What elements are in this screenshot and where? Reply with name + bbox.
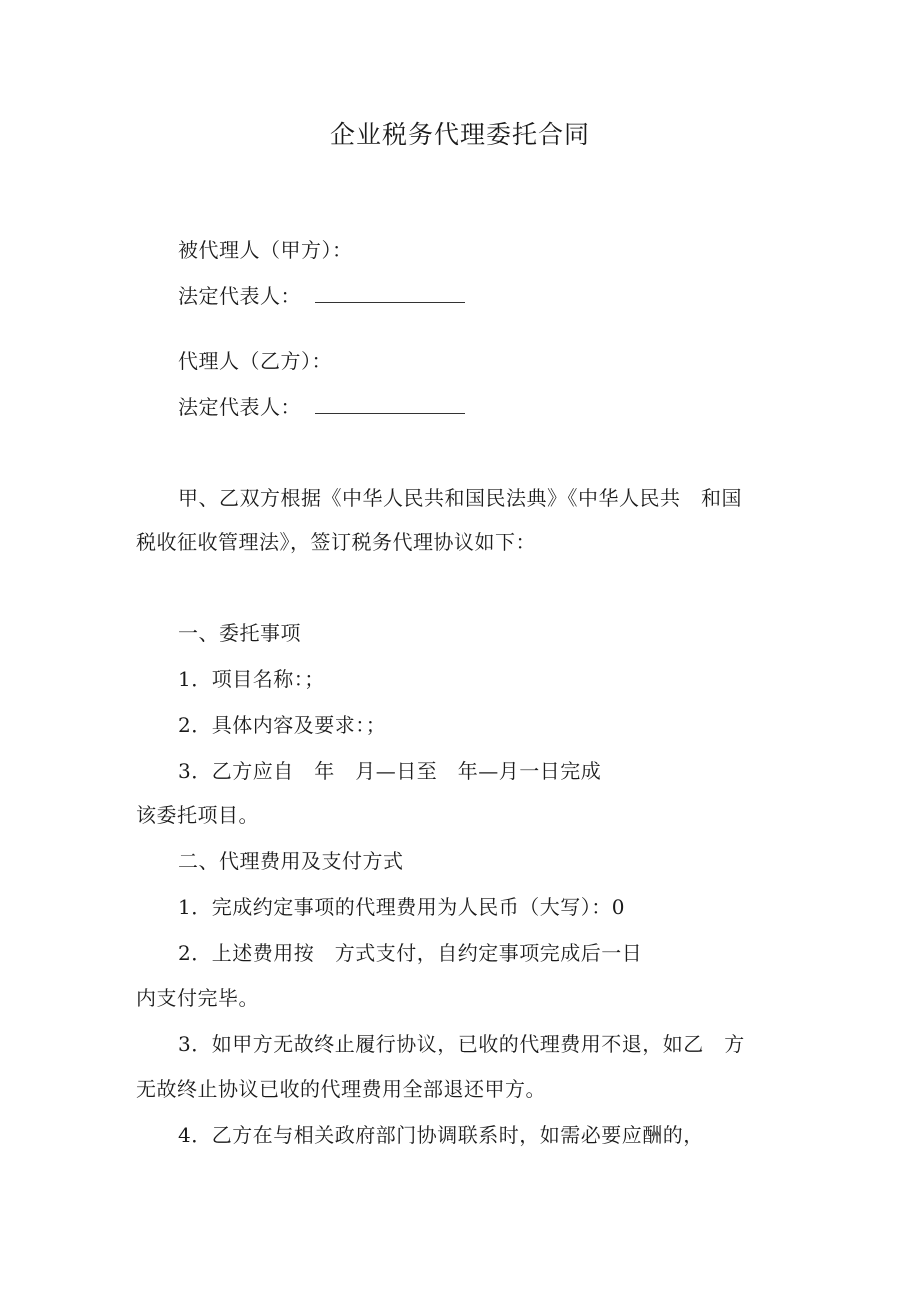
party-b-label: 代理人（乙方）： (178, 349, 332, 373)
preamble-line-2: 税收征收管理法》，签订税务代理协议如下： (136, 530, 536, 554)
section-1-item-3-line-2: 该委托项目。 (136, 803, 259, 827)
party-a-rep-row (178, 284, 465, 308)
preamble-line-1: 甲、乙双方根据《中华人民共和国民法典》《中华人民共 和国 (178, 486, 742, 510)
section-1-item-1: 1．项目名称：； (178, 667, 325, 691)
section-2-item-2-line-1: 2．上述费用按 方式支付，自约定事项完成后一日 (178, 941, 643, 965)
section-2-item-2-line-2: 内支付完毕。 (136, 986, 259, 1010)
section-1-item-3-line-1: 3．乙方应自 年 月—日至 年—月一日完成 (178, 759, 602, 783)
party-a-rep-label: 法定代表人： (178, 284, 301, 308)
section-2-item-3-line-1: 3．如甲方无故终止履行协议，已收的代理费用不退，如乙 方 (178, 1032, 745, 1056)
party-b-rep-label: 法定代表人： (178, 395, 301, 419)
section-1-heading: 一、委托事项 (178, 621, 301, 645)
section-2-item-4-line-1: 4．乙方在与相关政府部门协调联系时，如需必要应酬的， (178, 1123, 704, 1147)
section-2-heading: 二、代理费用及支付方式 (178, 849, 404, 873)
section-2-item-1: 1．完成约定事项的代理费用为人民币（大写）：0 (178, 895, 625, 919)
party-b-rep-blank (315, 395, 465, 414)
section-1-item-2: 2．具体内容及要求：； (178, 713, 387, 737)
party-a-label: 被代理人（甲方）： (178, 238, 353, 262)
party-b-rep-row (178, 395, 465, 419)
party-a-rep-blank (315, 284, 465, 303)
page-title: 企业税务代理委托合同 (329, 120, 590, 149)
section-2-item-3-line-2: 无故终止协议已收的代理费用全部退还甲方。 (136, 1077, 546, 1101)
